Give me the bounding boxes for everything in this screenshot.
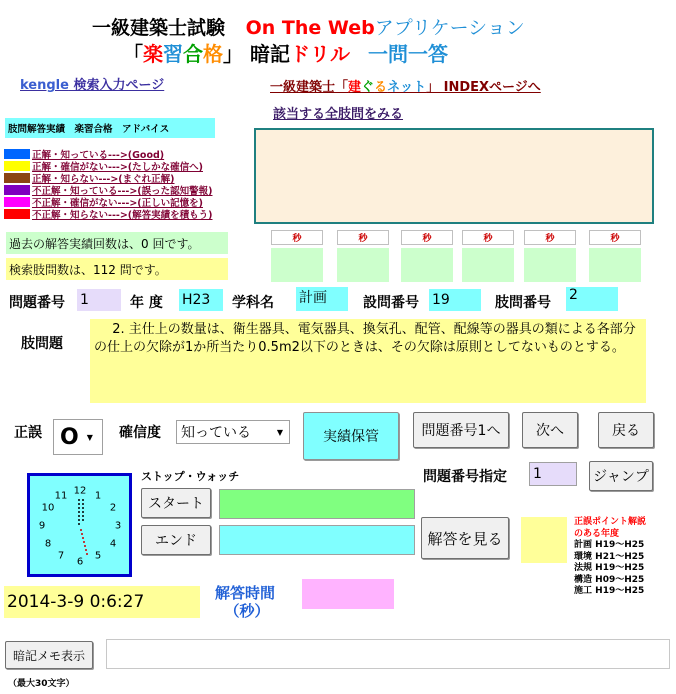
subtitle-char-1: 楽 — [143, 42, 163, 66]
title-part2: On The Web — [245, 17, 375, 39]
points-row — [574, 586, 666, 598]
clock-number: 12 — [73, 485, 87, 497]
legend-swatch — [4, 185, 30, 195]
clock-number: 3 — [114, 520, 122, 532]
setsumon-label: 設問番号 — [363, 295, 419, 311]
seigo-label: 正誤 — [14, 425, 42, 441]
clock-number: 5 — [94, 550, 102, 562]
index-part-a: 一級建築士「 — [270, 80, 349, 95]
timer-header-2: 秒 — [337, 230, 389, 245]
timer-value-4 — [462, 248, 514, 282]
timer-value-2 — [337, 248, 389, 282]
legend-label: 不正解・確信がない--->(正しい記憶を) — [32, 198, 203, 209]
points-row — [574, 575, 666, 587]
answer-time-label-2: （秒） — [224, 602, 270, 620]
timer-header-3: 秒 — [401, 230, 453, 245]
answer-time-field — [302, 579, 394, 609]
all-questions-link[interactable]: 該当する全肢問をみる — [273, 107, 404, 122]
legend-swatch — [4, 173, 30, 183]
end-time-field[interactable] — [219, 525, 415, 555]
shimon-field[interactable]: 2 — [566, 287, 618, 311]
question-number-label: 問題番号 — [9, 295, 65, 311]
answer-history-panel — [254, 128, 654, 224]
legend-label: 不正解・知っている--->(誤った認知警報) — [32, 186, 213, 197]
title-part1: 一級建築士試験 — [92, 17, 226, 39]
legend-swatch — [4, 161, 30, 171]
points-subject: 法規 — [574, 563, 593, 573]
advice-title: 肢問解答実績 楽習合格 アドバイス — [5, 118, 215, 138]
index-part-d: る — [374, 80, 388, 95]
subtitle-open: 「 — [123, 42, 143, 66]
legend-label: 正解・確信がない--->(たしかな確信へ) — [32, 162, 203, 173]
subtitle-char-3: 合 — [183, 42, 203, 66]
points-subject: 計画 — [574, 540, 593, 550]
kengle-rest: 検索入力ページ — [68, 78, 165, 93]
points-range: H21～H25 — [595, 551, 645, 562]
datetime-display: 2014-3-9 0:6:27 — [4, 586, 200, 618]
year-label: 年 度 — [130, 295, 163, 311]
timer-header-5: 秒 — [524, 230, 576, 245]
index-part-c: ぐ — [361, 80, 375, 95]
clock-number: 9 — [38, 520, 46, 532]
timer-header-4: 秒 — [462, 230, 514, 245]
to-question-1-button[interactable]: 問題番号1へ — [413, 412, 509, 448]
seigo-value: O — [60, 424, 79, 450]
legend-label: 正解・知っている--->(Good) — [32, 150, 165, 161]
confidence-value: 知っている — [181, 425, 251, 441]
jump-button[interactable]: ジャンプ — [589, 461, 653, 491]
jump-label: 問題番号指定 — [423, 469, 507, 485]
subject-label: 学科名 — [232, 295, 274, 311]
points-subject: 施工 — [574, 586, 593, 596]
search-question-count: 検索肢問数は、112 問です。 — [6, 258, 228, 280]
clock-number: 6 — [76, 556, 84, 568]
analog-clock — [27, 473, 132, 577]
index-part-f: 」 INDEXページへ — [426, 80, 541, 95]
timer-value-1 — [271, 248, 323, 282]
index-part-b: 建 — [348, 80, 362, 95]
points-row — [574, 563, 666, 575]
points-title-1: 正誤ポイント解説 — [574, 517, 647, 527]
seigo-select[interactable] — [53, 419, 103, 455]
points-range: H19～H25 — [595, 540, 645, 550]
subtitle-char-4: 格 — [203, 42, 223, 66]
question-body-text: 2. 主仕上の数量は、衛生器具、電気器具、換気孔、配管、配線等の器具の類による各部分の仕上の欠除が1か所当たり0.5m2以下のときは、その欠除は原則としてないものとする。 — [90, 319, 646, 403]
legend-swatch — [4, 149, 30, 159]
clock-number: 4 — [109, 538, 117, 550]
confidence-select[interactable] — [176, 420, 290, 444]
points-info — [574, 517, 666, 598]
memo-input[interactable] — [106, 639, 670, 669]
kengle-prefix: kengle — [20, 78, 69, 93]
title-part3: アプリケーション — [374, 17, 525, 39]
clock-number: 7 — [57, 550, 65, 562]
shimon-label: 肢問番号 — [495, 295, 551, 311]
subtitle-ichimon: 一問一答 — [367, 42, 448, 66]
end-button[interactable]: エンド — [141, 525, 211, 555]
points-range: H19～H25 — [595, 563, 645, 573]
question-number-field[interactable]: 1 — [77, 289, 121, 311]
answer-time-label-1: 解答時間 — [215, 584, 276, 602]
stopwatch-label: ストップ・ウォッチ — [141, 470, 240, 483]
timer-value-6 — [589, 248, 641, 282]
clock-number: 8 — [44, 538, 52, 550]
legend-label: 正解・知らない--->(まぐれ正解) — [32, 174, 175, 185]
clock-number: 2 — [109, 502, 117, 514]
clock-number: 11 — [54, 490, 68, 502]
past-answer-count: 過去の解答実績回数は、0 回です。 — [6, 232, 228, 254]
question-body-label: 肢問題 — [21, 336, 63, 352]
points-row — [574, 540, 666, 552]
confidence-label: 確信度 — [119, 425, 161, 441]
memo-note: （最大30文字） — [8, 679, 75, 689]
subtitle-close: 」 暗記 — [223, 42, 290, 66]
points-row — [574, 552, 666, 564]
start-time-field[interactable] — [219, 489, 415, 519]
subtitle-char-2: 習 — [163, 42, 183, 66]
clock-number: 1 — [94, 490, 102, 502]
next-button[interactable]: 次へ — [522, 412, 578, 448]
kengle-link[interactable] — [20, 74, 164, 93]
points-subject: 環境 — [574, 551, 593, 562]
subtitle-drill: ドリル — [289, 42, 350, 66]
save-record-button[interactable]: 実績保管 — [303, 412, 399, 460]
jump-field[interactable]: 1 — [529, 462, 577, 486]
points-range: H19～H25 — [595, 586, 645, 596]
subject-field[interactable]: 計画 — [296, 287, 348, 311]
start-button[interactable]: スタート — [141, 488, 211, 518]
app-title — [92, 13, 525, 40]
chevron-down-icon: ▼ — [276, 427, 283, 437]
chevron-down-icon: ▼ — [86, 432, 93, 442]
year-field[interactable]: H23 — [179, 289, 223, 311]
points-yellow-box — [521, 517, 567, 563]
points-title-2: のある年度 — [574, 528, 620, 539]
setsumon-field[interactable]: 19 — [429, 289, 481, 311]
timer-value-3 — [401, 248, 453, 282]
legend-label: 不正解・知らない--->(解答実績を積もう) — [32, 210, 213, 221]
clock-hands — [30, 476, 129, 574]
timer-header-1: 秒 — [271, 230, 323, 245]
show-answer-button[interactable]: 解答を見る — [421, 517, 509, 559]
legend-row — [4, 208, 212, 220]
points-subject: 構造 — [574, 574, 593, 585]
clock-number: 10 — [41, 502, 55, 514]
back-button[interactable]: 戻る — [598, 412, 654, 448]
memo-button[interactable]: 暗記メモ表示 — [5, 641, 93, 669]
timer-value-5 — [524, 248, 576, 282]
index-part-e: ネット — [387, 80, 427, 95]
points-range: H09～H25 — [595, 574, 645, 585]
app-subtitle — [123, 38, 448, 67]
legend-swatch — [4, 197, 30, 207]
legend-swatch — [4, 209, 30, 219]
index-link[interactable] — [270, 76, 541, 95]
timer-header-6: 秒 — [589, 230, 641, 245]
